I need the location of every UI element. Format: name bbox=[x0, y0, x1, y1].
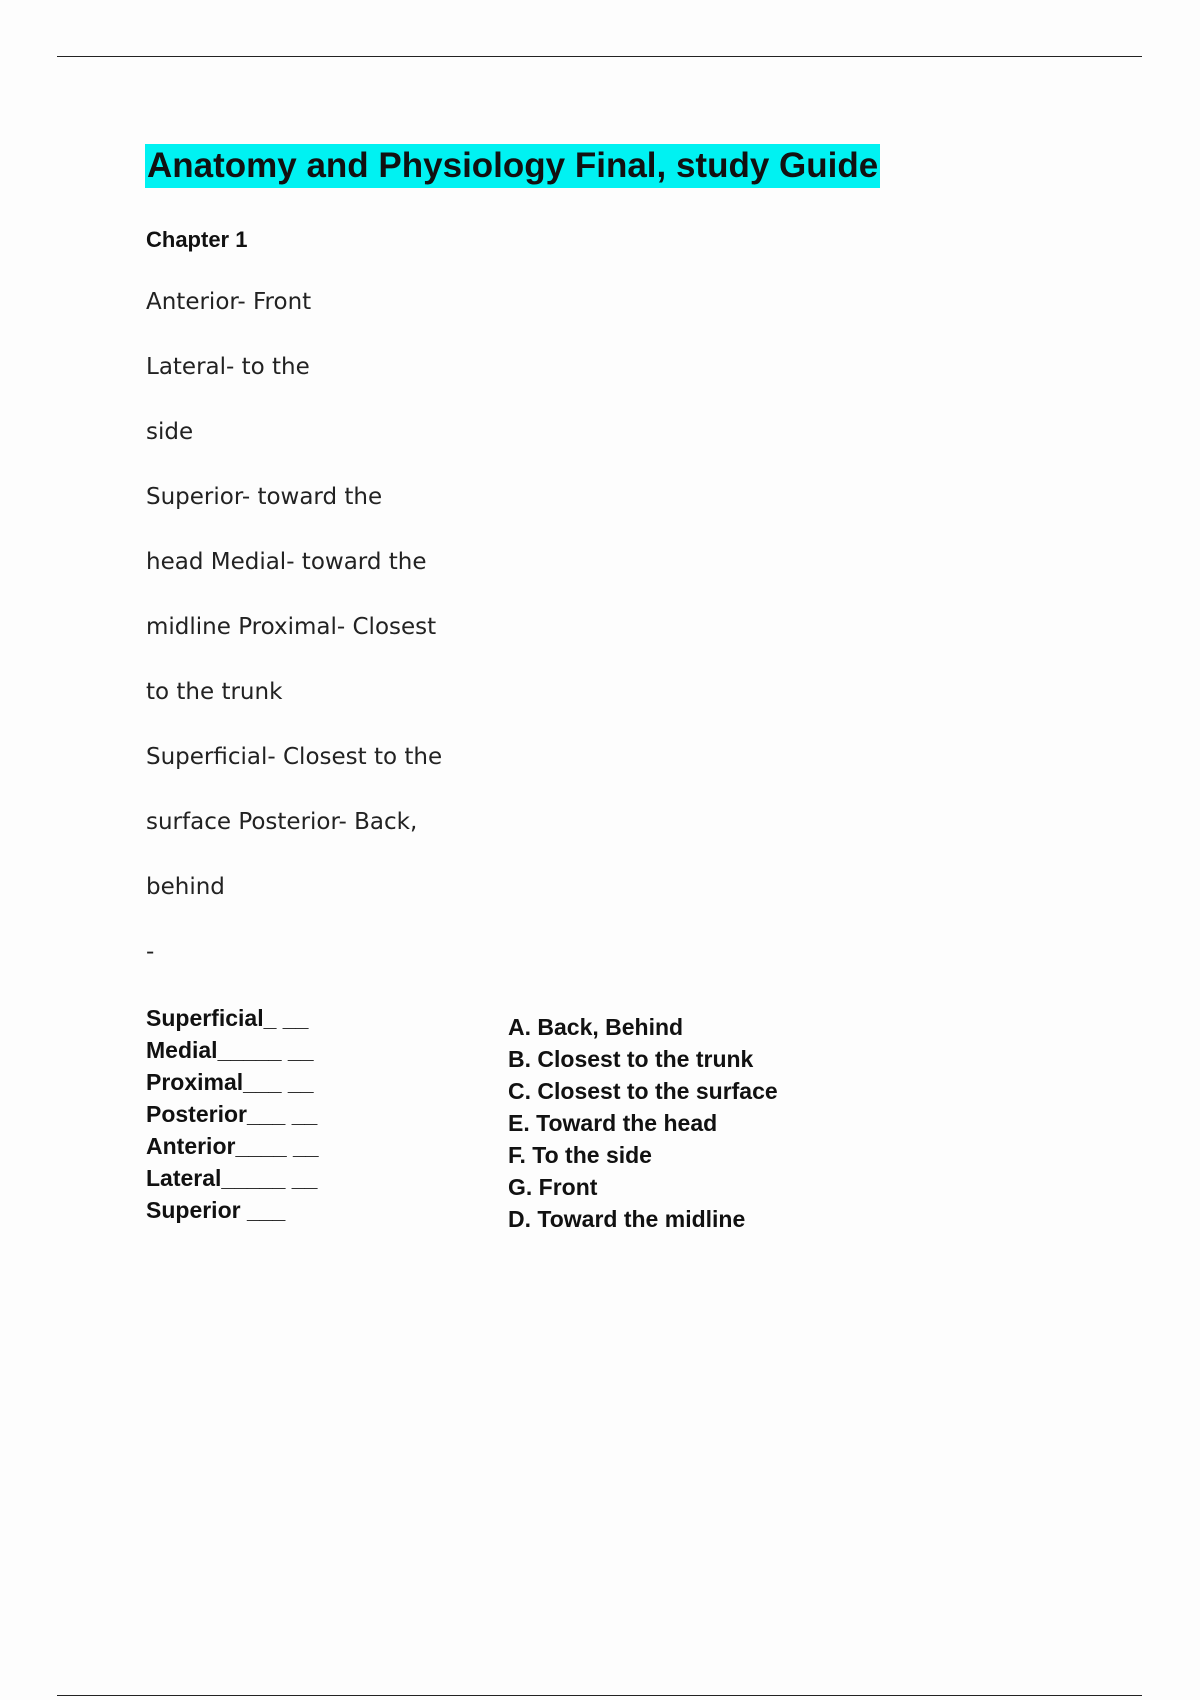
text-line: surface Posterior- Back, bbox=[146, 809, 418, 835]
matching-term: Anterior____ __ bbox=[146, 1133, 319, 1159]
text-line: midline Proximal- Closest bbox=[146, 614, 437, 640]
text-line: Superior- toward the bbox=[146, 484, 383, 510]
matching-term: Medial_____ __ bbox=[146, 1037, 314, 1063]
text-line: to the trunk bbox=[146, 679, 283, 705]
matching-definition: F. To the side bbox=[508, 1142, 652, 1168]
matching-term: Posterior___ __ bbox=[146, 1101, 318, 1127]
matching-term: Lateral_____ __ bbox=[146, 1165, 318, 1191]
text-line: Lateral- to the bbox=[146, 354, 310, 380]
text-line: behind bbox=[146, 874, 225, 900]
matching-definition: C. Closest to the surface bbox=[508, 1078, 778, 1104]
chapter-heading: Chapter 1 bbox=[146, 227, 248, 252]
page-bottom-rule bbox=[57, 1695, 1142, 1696]
matching-term: Superior ___ bbox=[146, 1197, 286, 1223]
text-line: Anterior- Front bbox=[146, 289, 312, 315]
text-line: - bbox=[146, 939, 155, 965]
matching-definition: E. Toward the head bbox=[508, 1110, 718, 1136]
matching-term: Proximal___ __ bbox=[146, 1069, 314, 1095]
matching-term: Superficial_ __ bbox=[146, 1005, 309, 1031]
text-line: Superficial- Closest to the bbox=[146, 744, 443, 770]
matching-terms-list bbox=[146, 1002, 319, 1226]
matching-definition: G. Front bbox=[508, 1174, 598, 1200]
matching-definition: A. Back, Behind bbox=[508, 1014, 684, 1040]
page-top-rule bbox=[57, 56, 1142, 57]
text-line: head Medial- toward the bbox=[146, 549, 427, 575]
text-line: side bbox=[146, 419, 194, 445]
matching-definition: D. Toward the midline bbox=[508, 1206, 746, 1232]
matching-definition: B. Closest to the trunk bbox=[508, 1046, 754, 1072]
definition-lines bbox=[146, 285, 442, 1000]
matching-definitions-list bbox=[508, 1011, 778, 1235]
page-title: Anatomy and Physiology Final, study Guide bbox=[145, 144, 880, 188]
